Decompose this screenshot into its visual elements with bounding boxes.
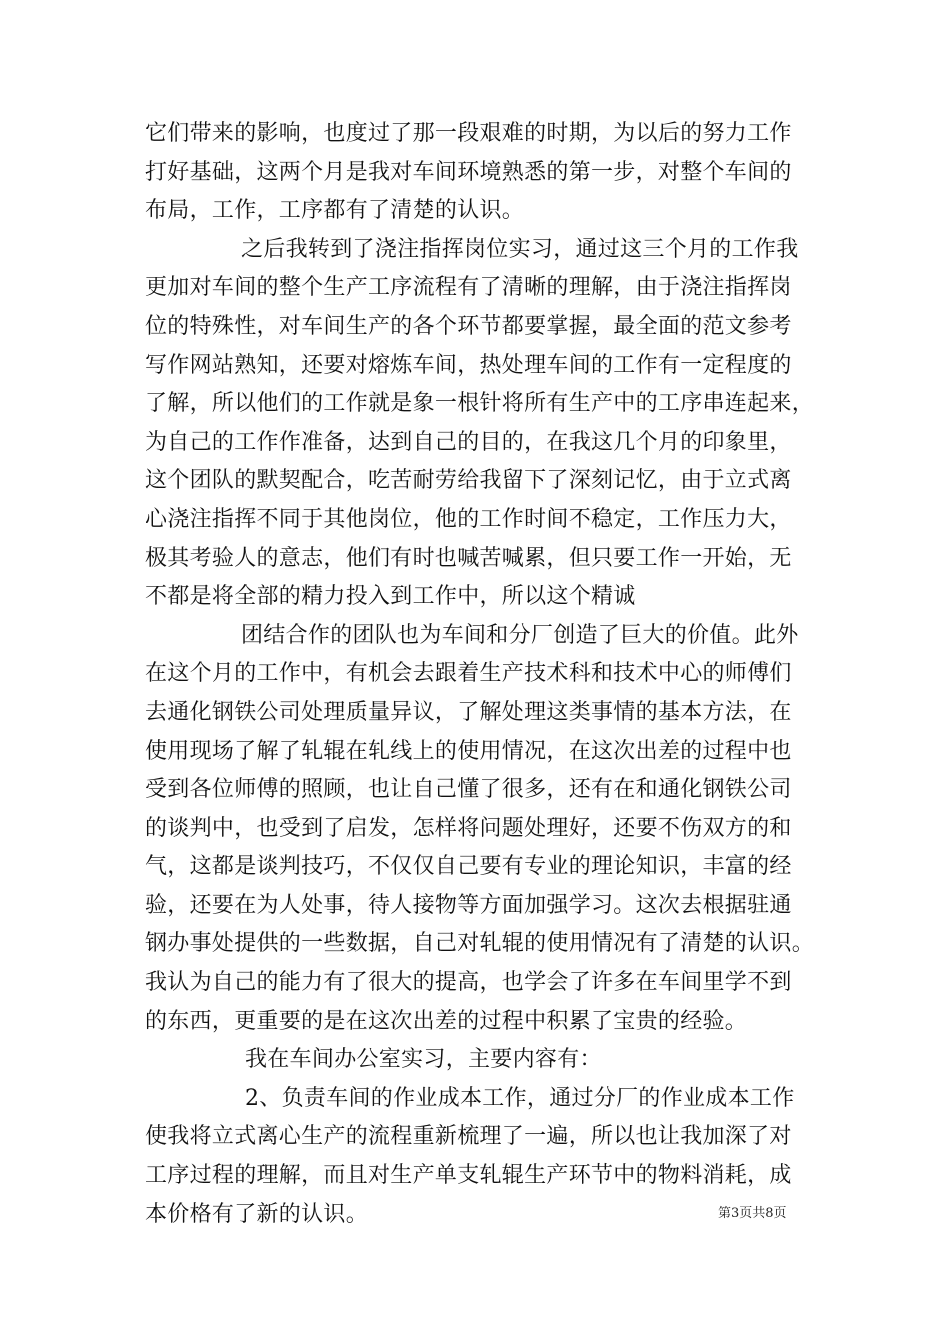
text-line: 极其考验人的意志，他们有时也喊苦喊累，但只要工作一开始，无 — [145, 545, 792, 571]
text-line: 它们带来的影响，也度过了那一段艰难的时期，为以后的努力工作 — [145, 121, 792, 146]
text-line: 的谈判中，也受到了启发，怎样将问题处理好，还要不伤双方的和 — [145, 815, 792, 841]
text-line: 打好基础，这两个月是我对车间环境熟悉的第一步，对整个车间的 — [145, 159, 792, 185]
page-number-footer: 第3页共8页 — [718, 1206, 787, 1221]
text-line: 验，还要在为人处事，待人接物等方面加强学习。这次去根据驻通 — [145, 892, 792, 918]
text-line: 使我将立式离心生产的流程重新梳理了一遍，所以也让我加深了对 — [145, 1124, 792, 1150]
text-line: 钢办事处提供的一些数据，自己对轧辊的使用情况有了清楚的认识。 — [145, 931, 815, 957]
paragraph-start-line: 我在车间办公室实习，主要内容有： — [245, 1047, 602, 1073]
text-line: 不都是将全部的精力投入到工作中，所以这个精诚 — [145, 584, 636, 610]
paragraph-start-line: 之后我转到了浇注指挥岗位实习，通过这三个月的工作我 — [241, 236, 799, 262]
paragraph-start-line: 团结合作的团队也为车间和分厂创造了巨大的价值。此外 — [241, 622, 799, 648]
text-line: 为自己的工作作准备，达到自己的目的，在我这几个月的印象里， — [145, 429, 792, 455]
text-line: 位的特殊性，对车间生产的各个环节都要掌握，最全面的范文参考 — [145, 313, 792, 339]
paragraph-start-line: 2、负责车间的作业成本工作，通过分厂的作业成本工作 — [245, 1085, 795, 1111]
body-text — [145, 115, 825, 1234]
text-line: 受到各位师傅的照顾，也让自己懂了很多，还有在和通化钢铁公司 — [145, 777, 792, 803]
text-line: 气，这都是谈判技巧，不仅仅自己要有专业的理论知识，丰富的经 — [145, 854, 792, 880]
text-line: 我认为自己的能力有了很大的提高，也学会了许多在车间里学不到 — [145, 970, 792, 996]
text-line: 本价格有了新的认识。 — [145, 1201, 369, 1227]
text-line: 这个团队的默契配合，吃苦耐劳给我留下了深刻记忆，由于立式离 — [145, 468, 792, 494]
text-line: 在这个月的工作中，有机会去跟着生产技术科和技术中心的师傅们 — [145, 661, 792, 687]
text-line: 更加对车间的整个生产工序流程有了清晰的理解，由于浇注指挥岗 — [145, 275, 792, 301]
text-line: 了解，所以他们的工作就是象一根针将所有生产中的工序串连起来， — [145, 391, 815, 417]
text-line: 工序过程的理解，而且对生产单支轧辊生产环节中的物料消耗，成 — [145, 1163, 792, 1189]
text-line: 去通化钢铁公司处理质量异议，了解处理这类事情的基本方法，在 — [145, 699, 792, 725]
text-line: 写作网站熟知，还要对熔炼车间，热处理车间的工作有一定程度的 — [145, 352, 792, 378]
text-line: 心浇注指挥不同于其他岗位，他的工作时间不稳定，工作压力大， — [145, 506, 792, 532]
text-line: 布局，工作，工序都有了清楚的认识。 — [145, 198, 525, 224]
text-line: 使用现场了解了轧辊在轧线上的使用情况，在这次出差的过程中也 — [145, 738, 792, 764]
text-line: 的东西，更重要的是在这次出差的过程中积累了宝贵的经验。 — [145, 1008, 748, 1034]
